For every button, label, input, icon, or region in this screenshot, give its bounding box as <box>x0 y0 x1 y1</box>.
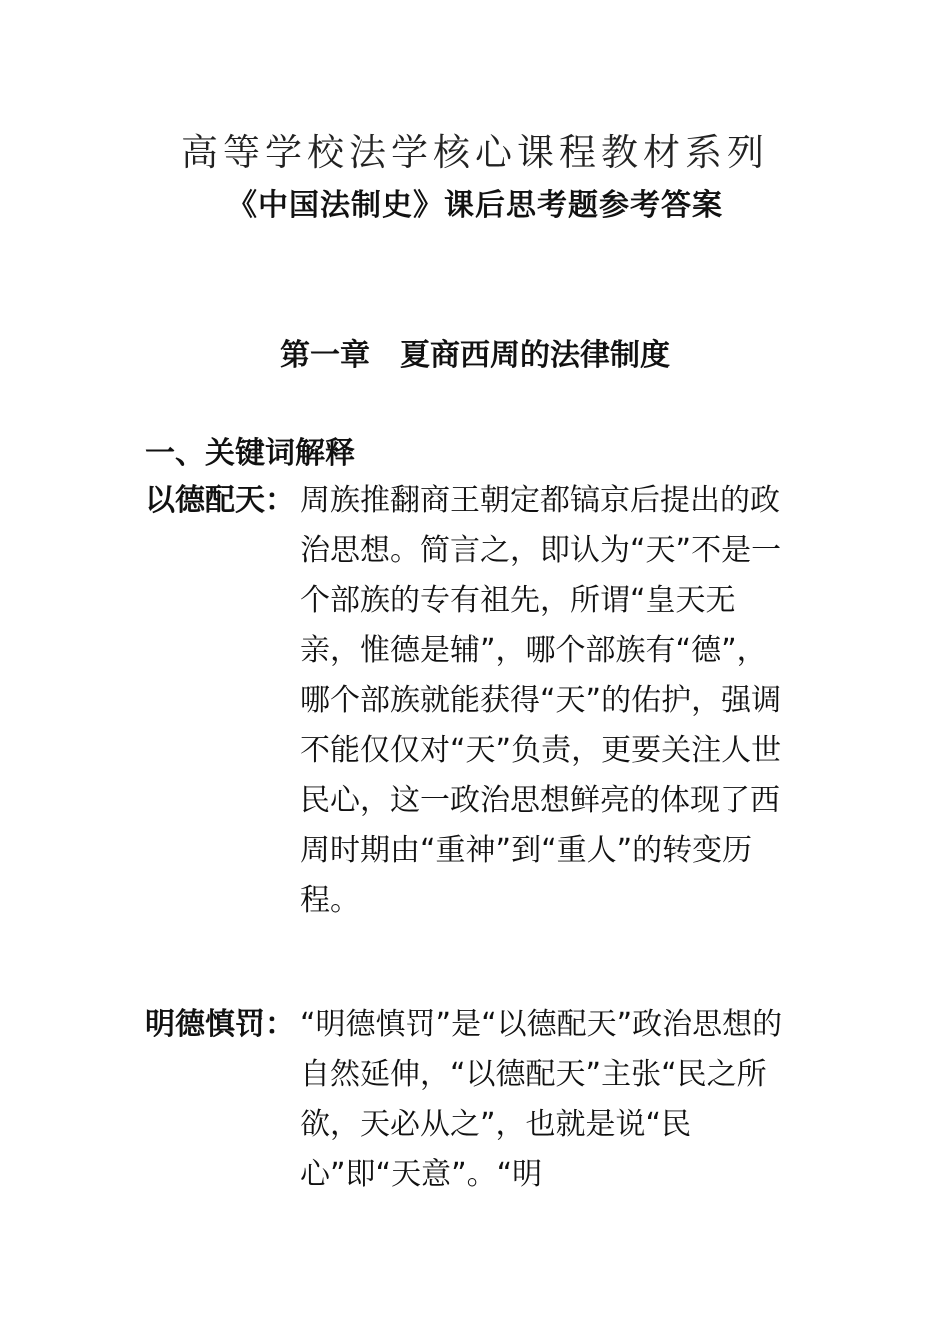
term-definition: 周族推翻商王朝定都镐京后提出的政治思想。简言之，即认为“天”不是一个部族的专有祖先，所谓“皇天无亲，惟德是辅”，哪个部族有“德”，哪个部族就能获得“天”的佑护，强调不能仅仅对“天”负责，更要关注人世民心，这一政治思想鲜亮的体现了西周时期由“重神”到“重人”的转变历程。 <box>300 483 782 918</box>
chapter-title: 第一章 夏商西周的法律制度 <box>280 338 670 373</box>
term-label: 以德配天： <box>145 483 295 518</box>
term-label: 明德慎罚： <box>145 1007 295 1042</box>
series-title: 高等学校法学核心课程教材系列 <box>181 131 769 174</box>
section-heading: 一、关键词解释 <box>145 436 355 471</box>
document-title: 《中国法制史》课后思考题参考答案 <box>227 188 723 223</box>
term-definition: “明德慎罚”是“以德配天”政治思想的自然延伸，“以德配天”主张“民之所欲，天必从之”，也就是说“民心”即“天意”。“明 <box>300 1007 783 1192</box>
